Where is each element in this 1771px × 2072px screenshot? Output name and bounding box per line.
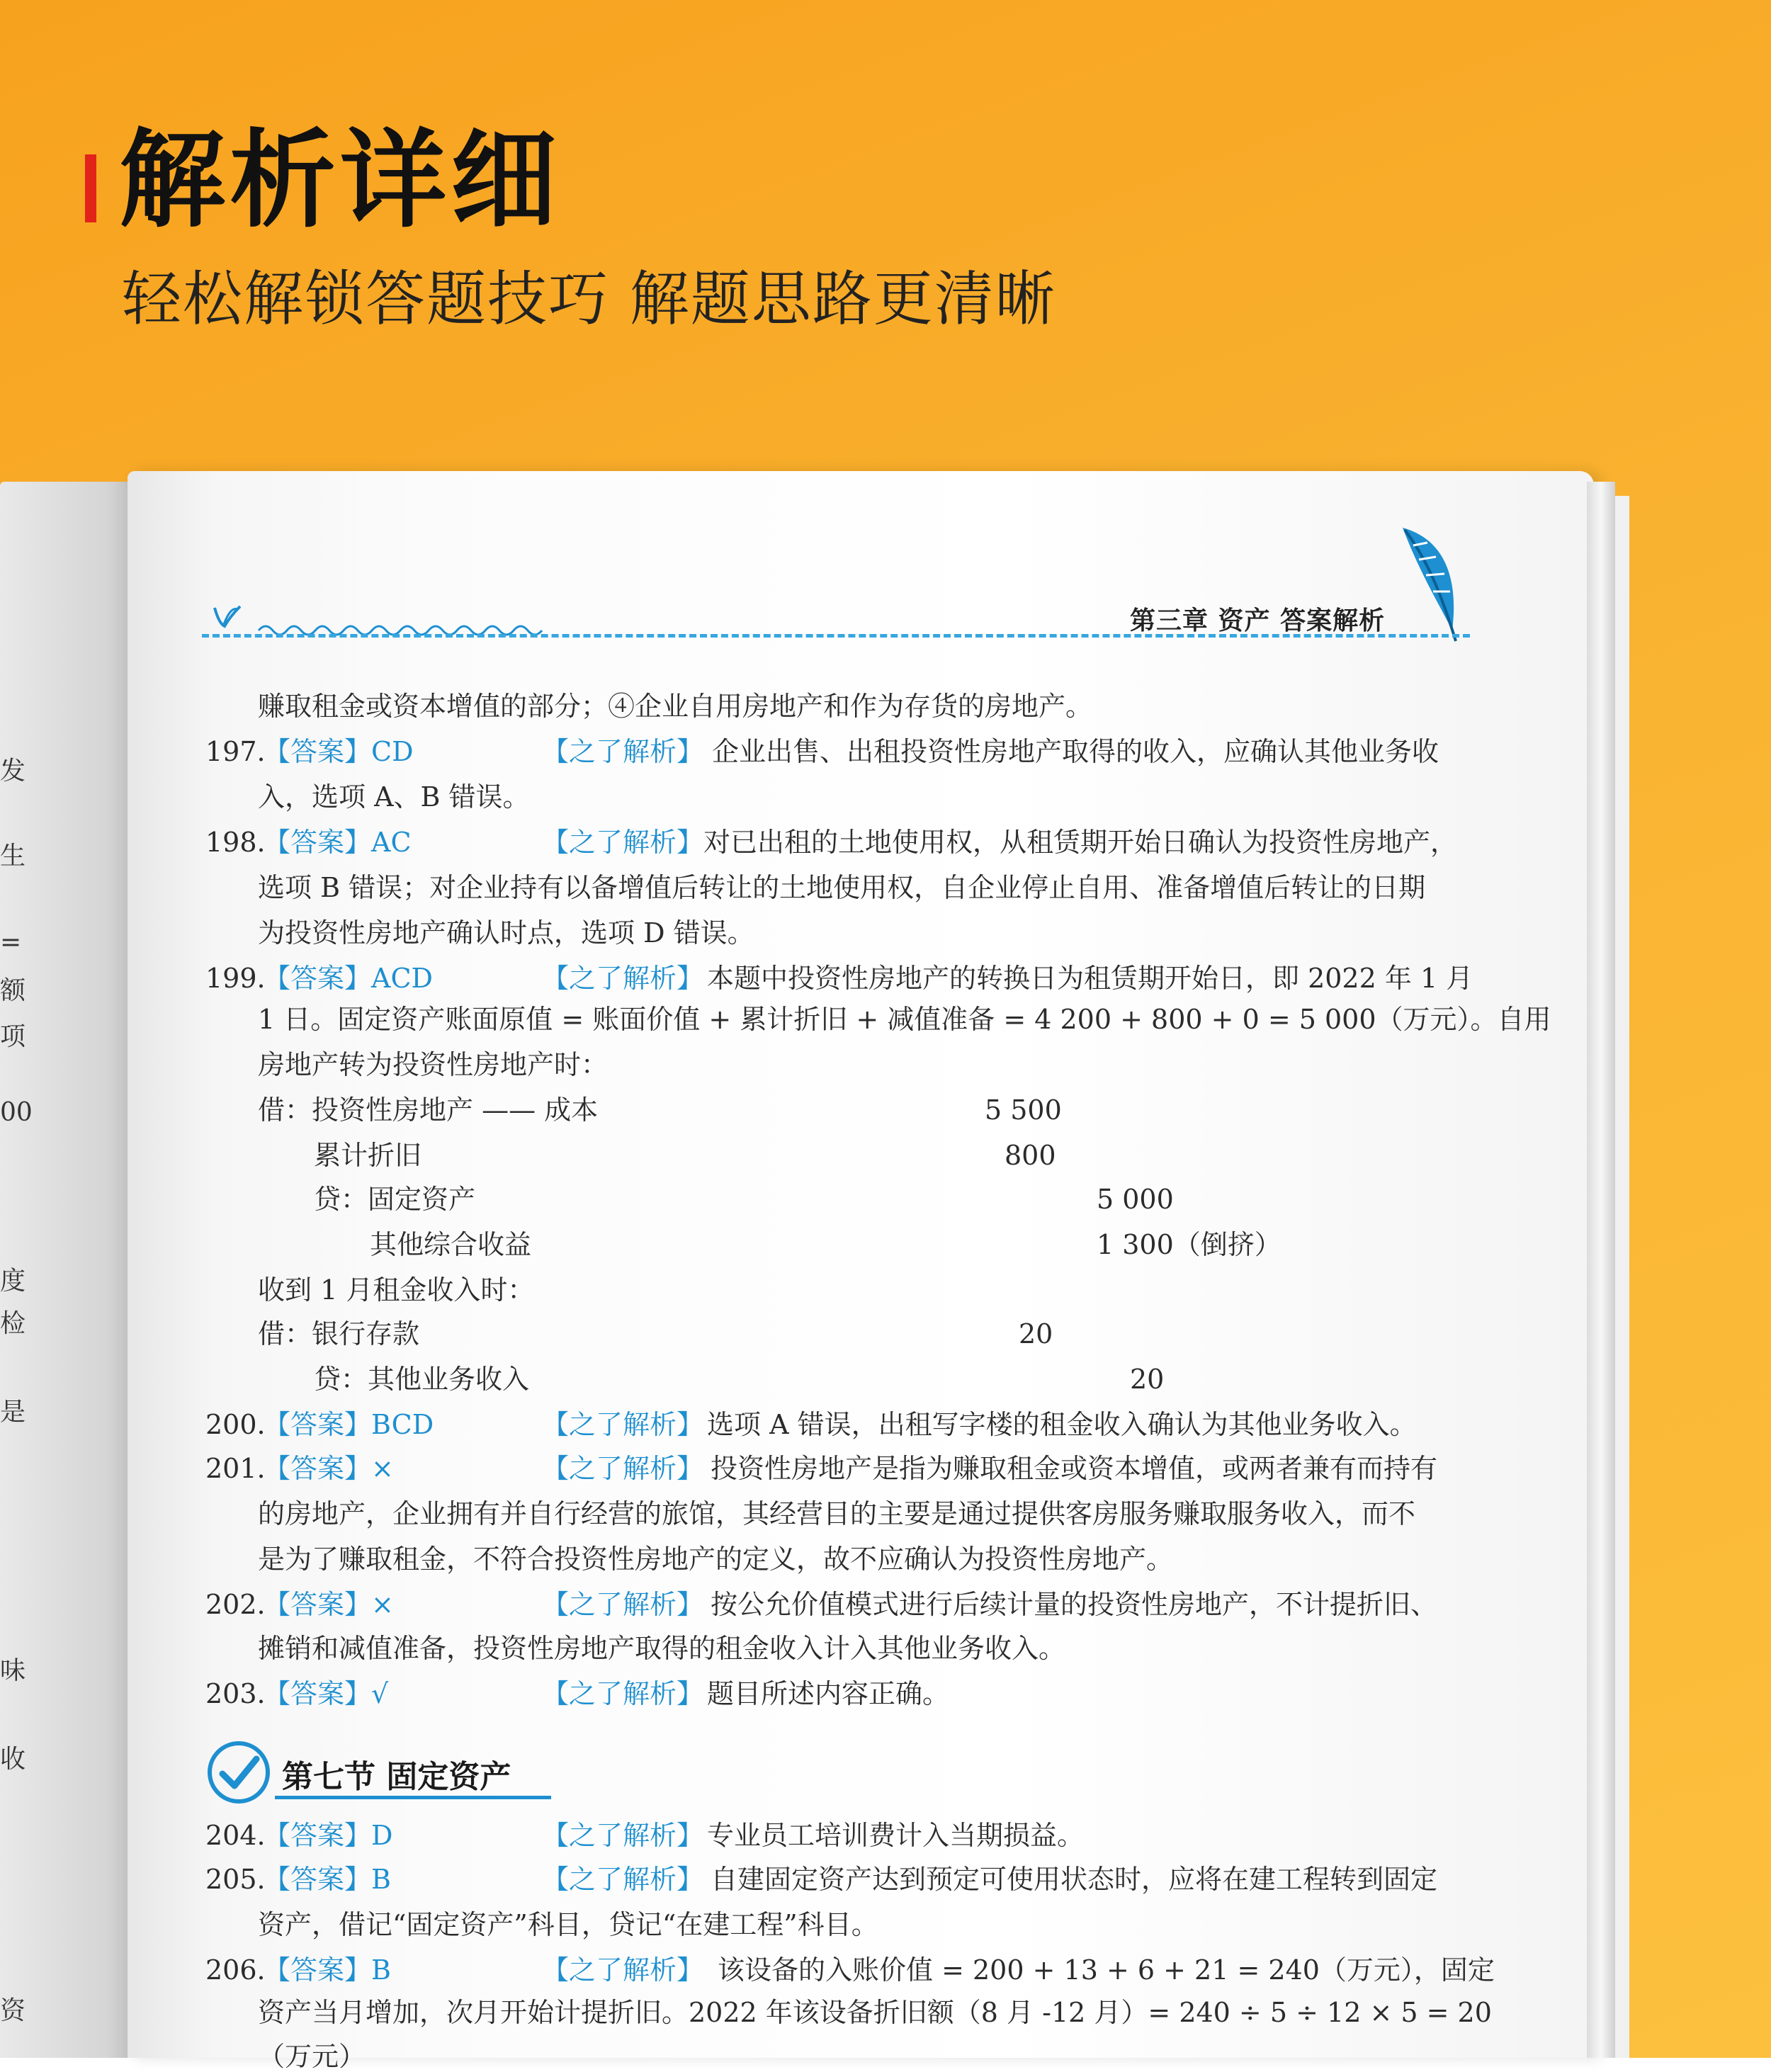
hero-title: 解析详细	[119, 119, 562, 242]
answer-label: 【答案】AC	[264, 827, 412, 858]
journal-entry-line: 贷：其他业务收入	[314, 1364, 530, 1395]
hero-accent-bar	[85, 154, 96, 222]
question-number: 204.	[205, 1820, 266, 1851]
left-page-glyph: 生	[0, 842, 26, 871]
body-line: 题目所述内容正确。	[707, 1678, 950, 1709]
journal-amount: 1 300（倒挤）	[1097, 1229, 1281, 1260]
body-line: 的房地产，企业拥有并自行经营的旅馆，其经营目的主要是通过提供客房服务赚取服务收入，而不	[258, 1498, 1416, 1529]
body-line: 专业员工培训费计入当期损益。	[707, 1820, 1085, 1851]
analysis-label: 【之了解析】	[542, 1864, 704, 1895]
left-page-glyph: 是	[0, 1398, 26, 1427]
body-line: 企业出售、出租投资性房地产取得的收入，应确认其他业务收	[712, 736, 1439, 767]
analysis-label: 【之了解析】	[542, 1589, 704, 1620]
journal-amount: 5 500	[985, 1094, 1062, 1126]
analysis-label: 【之了解析】	[542, 1954, 704, 1986]
answer-label: 【答案】B	[264, 1864, 391, 1895]
journal-entry-line: 收到 1 月租金收入时：	[258, 1274, 535, 1306]
answer-label: 【答案】B	[264, 1954, 391, 1986]
question-number: 202.	[205, 1589, 266, 1620]
answer-label: 【答案】BCD	[264, 1409, 434, 1440]
left-book-page	[0, 482, 135, 2058]
journal-entry-line: 借：投资性房地产 —— 成本	[258, 1094, 599, 1126]
question-number: 198.	[205, 827, 266, 858]
analysis-label: 【之了解析】	[542, 827, 704, 858]
body-line: 入，选项 A、B 错误。	[258, 781, 530, 813]
question-number: 205.	[205, 1864, 266, 1895]
answer-label: 【答案】√	[264, 1678, 389, 1709]
body-line: （万元）	[258, 2041, 366, 2072]
page-edge	[1615, 496, 1629, 2058]
body-line: 摊销和减值准备，投资性房地产取得的租金收入计入其他业务收入。	[258, 1633, 1066, 1664]
analysis-label: 【之了解析】	[542, 1820, 704, 1851]
body-line: 资产当月增加，次月开始计提折旧。2022 年该设备折旧额（8 月 -12 月）= 240 ÷ 5 ÷ 12 × 5 = 20	[258, 1997, 1492, 2028]
analysis-label: 【之了解析】	[542, 1678, 704, 1709]
section-underline	[275, 1796, 551, 1799]
answer-label: 【答案】D	[264, 1820, 393, 1851]
question-number: 206.	[205, 1954, 266, 1986]
left-page-glyph: 项	[0, 1022, 26, 1051]
body-line: 选项 B 错误；对企业持有以备增值后转让的土地使用权，自企业停止自用、准备增值后转让的日期	[258, 872, 1426, 903]
body-line: 自建固定资产达到预定可使用状态时，应将在建工程转到固定	[711, 1864, 1438, 1895]
left-page-glyph: 00	[0, 1098, 33, 1127]
left-page-glyph: 发	[0, 757, 26, 786]
journal-amount: 800	[1005, 1140, 1056, 1171]
journal-amount: 5 000	[1097, 1184, 1174, 1215]
left-page-glyph: 资	[0, 1996, 26, 2025]
page-edge	[1587, 482, 1615, 2058]
question-number: 203.	[205, 1678, 266, 1709]
answer-label: 【答案】CD	[264, 736, 414, 767]
body-line: 资产，借记“固定资产”科目，贷记“在建工程”科目。	[258, 1909, 878, 1940]
body-line: 选项 A 错误，出租写字楼的租金收入确认为其他业务收入。	[707, 1409, 1417, 1440]
journal-entry-line: 累计折旧	[314, 1140, 422, 1171]
left-page-glyph: 味	[0, 1656, 26, 1685]
journal-amount: 20	[1019, 1318, 1053, 1349]
journal-entry-line: 贷：固定资产	[314, 1184, 476, 1215]
answer-label: 【答案】ACD	[264, 963, 433, 994]
body-line: 按公允价值模式进行后续计量的投资性房地产，不计提折旧、	[711, 1589, 1438, 1620]
question-number: 197.	[205, 736, 266, 767]
body-line: 该设备的入账价值 = 200 + 13 + 6 + 21 = 240（万元），固定	[718, 1954, 1495, 1986]
quill-icon	[1399, 524, 1463, 645]
body-line: 房地产转为投资性房地产时：	[258, 1049, 609, 1080]
body-line: 赚取租金或资本增值的部分；④企业自用房地产和作为存货的房地产。	[258, 691, 1093, 722]
analysis-label: 【之了解析】	[542, 963, 704, 994]
left-page-glyph: 度	[0, 1267, 26, 1296]
journal-entry-line: 其他综合收益	[370, 1229, 532, 1260]
running-head: 第三章 资产 答案解析	[1130, 606, 1386, 635]
analysis-label: 【之了解析】	[542, 736, 704, 767]
journal-amount: 20	[1130, 1364, 1165, 1395]
body-line: 对已出租的土地使用权，从租赁期开始日确认为投资性房地产，	[703, 827, 1458, 858]
section-title: 第七节 固定资产	[282, 1759, 511, 1795]
journal-entry-line: 借：银行存款	[258, 1318, 420, 1349]
hero-subtitle: 轻松解锁答题技巧 解题思路更清晰	[122, 264, 1056, 334]
body-line: 本题中投资性房地产的转换日为租赁期开始日，即 2022 年 1 月	[707, 963, 1473, 994]
left-page-glyph: 检	[0, 1309, 26, 1338]
answer-label: 【答案】×	[264, 1589, 394, 1620]
body-line: 是为了赚取租金，不符合投资性房地产的定义，故不应确认为投资性房地产。	[258, 1544, 1174, 1575]
body-line: 1 日。固定资产账面原值 = 账面价值 + 累计折旧 + 减值准备 = 4 200 + 800 + 0 = 5 000（万元）。自用	[258, 1004, 1551, 1035]
body-line: 投资性房地产是指为赚取租金或资本增值，或两者兼有而持有	[711, 1453, 1438, 1484]
left-page-glyph: 额	[0, 976, 26, 1005]
analysis-label: 【之了解析】	[542, 1409, 704, 1440]
body-line: 为投资性房地产确认时点，选项 D 错误。	[258, 917, 754, 949]
question-number: 199.	[205, 963, 266, 994]
left-page-glyph: 收	[0, 1745, 26, 1774]
question-number: 200.	[205, 1409, 266, 1440]
question-number: 201.	[205, 1453, 266, 1484]
analysis-label: 【之了解析】	[542, 1453, 704, 1484]
check-circle-icon	[205, 1739, 272, 1806]
answer-label: 【答案】×	[264, 1453, 394, 1484]
header-dashed-rule	[202, 634, 1470, 638]
left-page-glyph: =	[0, 928, 22, 957]
wave-decoration-icon	[209, 602, 563, 638]
